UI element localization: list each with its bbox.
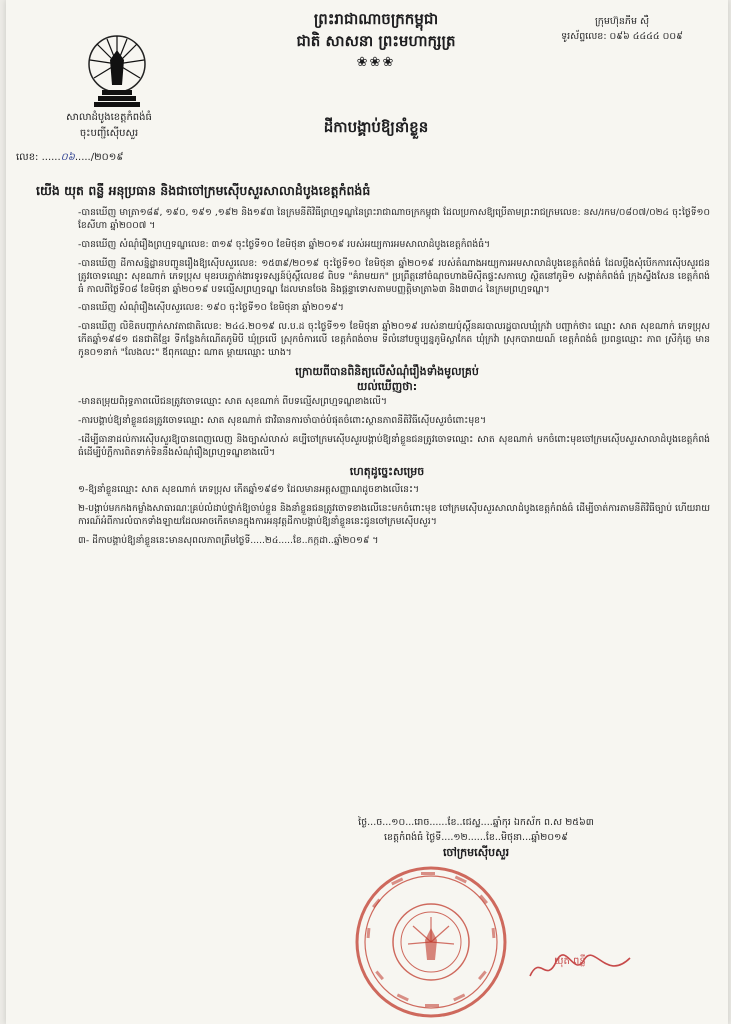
paragraph-5: -បានឃើញ លិខិតបញ្ជាក់សាវតាជាតិលេខ: ២៤៤.២០១៩ ល.ប.ដ ចុះថ្ងៃទី១១ ខែមិថុនា ឆ្នាំ២០១៩ របស់នាយប៉ុស្តិ៍នគរបាលរដ្ឋបាលឃុំក្រវ៉ា បញ្ជាក់ថា៖ ឈ្មោះ សាត សុខណាក់ ភេទប្រុស កើតឆ្នាំ១៩៨១ ជនជាតិខ្មែរ ទីកន្លែងកំណើតភូមិបី ឃុំច្រលើ ស្រុកចំការលើ ខេត្តកំពង់ចាម ទីលំនៅបច្ចុប្បន្នភូមិស្លាកែត ឃុំក្រវ៉ា ស្រុកបារាយណ៍ ខេត្តកំពង់ធំ ប្រពន្ធឈ្មោះ ភាព ស្រីកុំភ្លេ មានកូន០១នាក់ "លែងលះ" ឪពុកឈ្មោះ ណាត ម្តាយឈ្មោះ ឃាង។	[78, 321, 710, 359]
judge-statement: យើង យុត ពន្លឺ អនុប្រធាន និងជាចៅក្រមស៊ើបសួរសាលាដំបូងខេត្តកំពង់ធំ	[36, 183, 371, 198]
court-emblem-icon	[82, 30, 152, 110]
paragraph-1: -បានឃើញ មាត្រា១៨៩, ១៩០, ១៩១ ,១៩២ និង១៩៣ នៃក្រមនីតិវិធីព្រហ្មទណ្ឌនៃព្រះរាជាណាចក្រកម្ពុជា ដែលប្រកាសឱ្យប្រើតាមព្រះរាជក្រមលេខ: នស/រកម/០៨០៧/០២៤ ចុះថ្ងៃទី១០ ខែសីហា ឆ្នាំ២០០៧ ។	[78, 207, 710, 231]
court-name-line2: ចុះបញ្ជីស៊ើបសួរ	[79, 128, 139, 139]
case-number	[16, 150, 123, 165]
after-review-heading: ក្រោយពីបានពិនិត្យលើសំណុំរឿងទាំងមូលគ្រប់	[295, 365, 479, 379]
document-body	[64, 207, 710, 554]
court-seal-stamp-icon	[351, 862, 511, 1022]
case-year: ...../២០១៩	[74, 152, 124, 163]
kingdom-line2: ជាតិ សាសនា ព្រះមហាក្សត្រ	[296, 32, 456, 50]
case-number-value: ០៦	[60, 152, 75, 163]
order-1: ១-ឱ្យនាំខ្លួនឈ្មោះ សាត សុខណាក់ ភេទប្រុស កើតឆ្នាំ១៩៨១ ដែលមានអត្តសញ្ញាណដូចខាងលើនេះ។	[78, 484, 420, 496]
court-name-line1: សាលាដំបូងខេត្តកំពង់ធំ	[66, 112, 152, 123]
header-decoration: ❀❀❀	[356, 55, 396, 70]
document-page	[6, 0, 728, 1024]
reason-1: -មានតម្រុយពិរុទ្ធភាពលើជនត្រូវចោទឈ្មោះ សាត សុខណាក់ ពីបទល្មើសព្រហ្មទណ្ឌខាងលើ។	[78, 395, 387, 407]
date-solar: ខេត្តកំពង់ធំ ថ្ងៃទី....១២......ខែ..មិថុនា...ឆ្នាំ២០១៩	[384, 832, 568, 843]
date-block	[256, 815, 696, 860]
document-title: ដីកាបង្គាប់ឱ្យនាំខ្លួន	[323, 118, 429, 136]
reason-2: -ការបង្គាប់ឱ្យនាំខ្លួនជនត្រូវចោទឈ្មោះ សាត សុខណាក់ ជាវិធានការចាំបាច់បំផុតចំពោះស្ថានភាពនីតិវិធីស៊ើបសួរចំពោះមុខ។	[78, 414, 487, 426]
orders-list	[64, 484, 710, 548]
signatory-name: យុត ពន្លឺ	[554, 956, 586, 967]
order-2: ២-បង្គាប់មកកងកម្លាំងសាធារណៈគ្រប់លំដាប់ថ្នាក់ឱ្យចាប់ខ្លួន និងនាំខ្លួនជនត្រូវចោទខាងលើនេះមកចំពោះមុខ ចៅក្រមស៊ើបសួរសាលាដំបូងខេត្តកំពង់ធំ ដើម្បីចាត់ការតាមនីតិវិធីច្បាប់ ហើយរាយការណ៍អំពីការលំបាកទាំងឡាយដែលអាចកើតមានក្នុងការអនុវត្តដីកាបង្គាប់ឱ្យនាំខ្លួននេះជូនចៅក្រមស៊ើបសួរ។	[78, 503, 710, 528]
decision-heading: ហេតុដូច្នេះសម្រេច	[349, 464, 425, 478]
doc-ref-line2: ទូរស័ព្ទលេខ: ០៩៦ ៤៤៤៤ ០០៩	[561, 31, 683, 42]
doc-ref-line1: ក្រុមហ៊ុនភីម ស៊ឺ	[594, 16, 650, 27]
paragraph-2: -បានឃើញ សំណុំរឿងព្រហ្មទណ្ឌលេខ: ៣១៩ ចុះថ្ងៃទី១០ ខែមិថុនា ឆ្នាំ២០១៩ របស់អយ្យការអមសាលាដំបូងខេត្តកំពង់ធំ។	[78, 238, 491, 250]
reason-3: -ដើម្បីធានាដល់ការស៊ើបសួរឱ្យបានពេញលេញ និងច្បាស់លាស់ គប្បីចៅក្រមស៊ើបសួរបង្គាប់ឱ្យនាំខ្លួនជនត្រូវចោទឈ្មោះ សាត សុខណាក់ មកចំពោះមុខចៅក្រមស៊ើបសួរសាលាដំបូងខេត្តកំពង់ធំដើម្បីបំភ្លឺការពិតទាក់ទិននឹងសំណុំរឿងព្រហ្មទណ្ឌខាងលើ។	[78, 433, 710, 458]
paragraph-3: -បានឃើញ ដីកាសន្និដ្ឋានបញ្ជូនរឿងឱ្យស៊ើបសួរលេខ: ១៥៣៩/២០១៩ ចុះថ្ងៃទី១០ ខែមិថុនា ឆ្នាំ២០១៩ របស់តំណាងអយ្យការអមសាលាដំបូងខេត្តកំពង់ធំ ដែលប្តឹងសុំបើកការស៊ើបសួរជនត្រូវចោទឈ្មោះ សុខណាក់ ភេទប្រុស មុខរបរភ្នាក់ងារទូរទស្សន៍ប៉ុស្តិ៍លេខ៨ ពិបទ "គំរាមយក" ប្រព្រឹត្តនៅចំណុចហាងមីស៊ីតផ្ទះសកាហ្វេ ស្ថិតនៅភូមិ១ សង្កាត់កំពង់ធំ ក្រុងស្ទឹងសែន ខេត្តកំពង់ធំ កាលពីថ្ងៃទី០៨ ខែមិថុនា ឆ្នាំ២០១៩ បទល្មើសព្រហ្មទណ្ឌ ដែលមានចែង និងផ្តន្ទាទោសតាមបញ្ញត្តិមាត្រា៦៣ និង៣៣៤ នៃក្រមព្រហ្មទណ្ឌ។	[78, 257, 710, 295]
case-label: លេខ: ......	[16, 152, 61, 163]
doc-reference	[532, 14, 712, 44]
court-name	[14, 110, 204, 142]
date-lunar: ថ្ងៃ...ច...១០...រោច......ខែ..ជេស្ឋ....ឆ្នាំកុរ ឯកស័ក ព.ស ២៥៦៣	[358, 817, 594, 828]
paragraph-4: -បានឃើញ សំណុំរឿងស៊ើបសួរលេខ: ១៩០ ចុះថ្ងៃទី១០ ខែមិថុនា ឆ្នាំ២០១៩។	[78, 302, 344, 314]
signatory-title: ចៅក្រមស៊ើបសួរ	[442, 846, 510, 859]
kingdom-header	[221, 8, 531, 74]
order-3: ៣- ដីកាបង្គាប់ឱ្យនាំខ្លួននេះមានសុពលភាពត្រឹមថ្ងៃទី.....២៤.....ខែ..កក្កដា..ឆ្នាំ២០១៩ ។	[78, 535, 379, 547]
kingdom-line1: ព្រះរាជាណាចក្រកម្ពុជា	[313, 10, 439, 28]
reasons-heading: យល់ឃើញថា:	[356, 379, 418, 393]
